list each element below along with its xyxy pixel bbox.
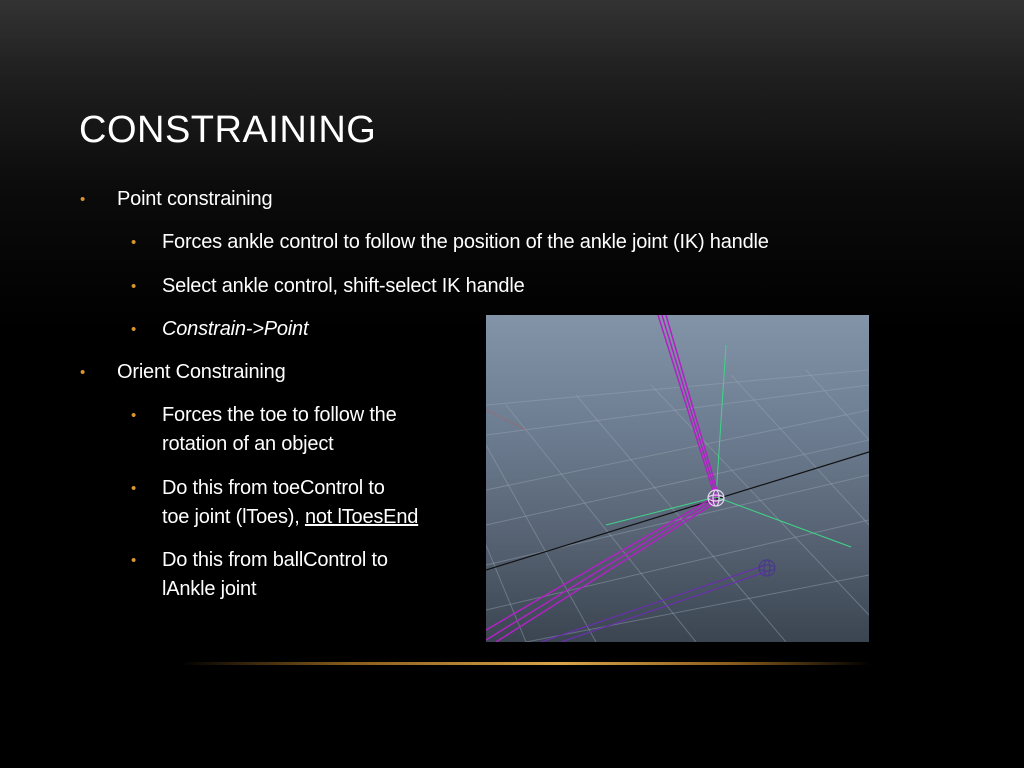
- red-axis-line: [486, 410, 526, 430]
- bullet-dot-icon: •: [131, 278, 137, 295]
- bullet-text: rotation of an object: [162, 433, 334, 455]
- maya-viewport-screenshot: [486, 315, 869, 642]
- sub-bullet-constrain-point: [131, 315, 309, 344]
- sub-bullet-forces-ankle: [131, 228, 769, 257]
- sub-bullet-select-ankle: [131, 272, 525, 301]
- bullet-text: toe joint (lToes),: [162, 506, 305, 528]
- viewport-illustration: [486, 315, 869, 642]
- bullet-orient-constraining: [80, 358, 286, 387]
- axis-line: [486, 452, 869, 570]
- bullet-text: Do this from toeControl to: [162, 477, 385, 499]
- bullet-text: Forces ankle control to follow the position of the ankle joint (IK) handle: [162, 231, 769, 253]
- bullet-point-constraining: [80, 185, 273, 214]
- bullet-text: Forces the toe to follow the: [162, 404, 397, 426]
- sub-bullet-ball-control: [131, 546, 388, 604]
- bullet-dot-icon: •: [80, 364, 86, 381]
- bullet-dot-icon: •: [131, 321, 137, 338]
- bullet-dot-icon: •: [80, 191, 86, 208]
- bullet-text: Select ankle control, shift-select IK handle: [162, 275, 525, 297]
- ground-grid: [486, 370, 869, 642]
- slide-title: CONSTRAINING: [79, 109, 377, 151]
- bullet-dot-icon: •: [131, 480, 137, 497]
- bullet-text: Orient Constraining: [117, 361, 286, 383]
- bullet-dot-icon: •: [131, 407, 137, 424]
- sub-bullet-forces-toe: [131, 401, 397, 459]
- sub-bullet-toe-control: [131, 474, 419, 532]
- bullet-dot-icon: •: [131, 552, 137, 569]
- bullet-text: Point constraining: [117, 188, 273, 210]
- bullet-text: Constrain->Point: [162, 318, 309, 340]
- bullet-text: Do this from ballControl to: [162, 549, 388, 571]
- footer-divider-line: [180, 662, 870, 665]
- bullet-text: lAnkle joint: [162, 578, 257, 600]
- bullet-text-underlined: not lToesEnd: [304, 506, 419, 528]
- bullet-dot-icon: •: [131, 234, 137, 251]
- toe-joint-icon: [759, 560, 775, 576]
